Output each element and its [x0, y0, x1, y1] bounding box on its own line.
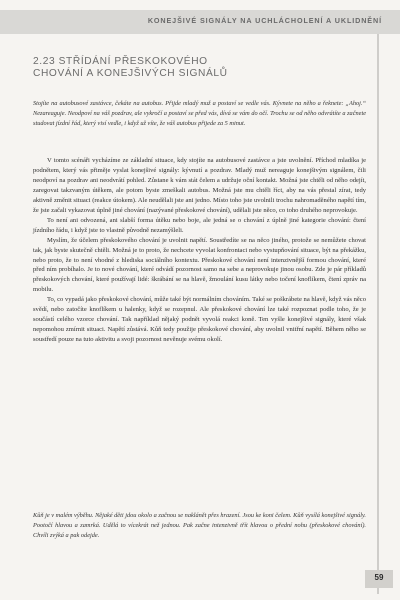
body-paragraph: To, co vypadá jako přeskokové chování, může také být normálním chováním. Také se poškrábete na hlavě, když vás něco svědí, nebo zatočíte knoflíkem u halenky, když se rozepnul. Ale přeskokové chování lze také rozpoznat podle toho, že je součástí celého vzorce chování. Tak například nějaký podnět vyvolá reakci koně. Ten vyšle konejšivé signály, které však nepomohou zmírnit situaci. Napětí zůstává. Kůň tedy použije přeskokové chování, aby uvolnil vnitřní napětí. Během něho se soustředí pouze na tuto aktivitu a svoji pozornost nevěnuje svému okolí.	[33, 296, 366, 344]
body-paragraph: To není ani odvozená, ani slabší forma útěku nebo boje, ale jedná se o chování z úplně jiné kategorie chování: čtení jízdního řádu, i když jste to vlastně původně nezamýšleli.	[33, 216, 366, 234]
body-text	[33, 156, 366, 345]
section-title-line-2: CHOVÁNÍ A KONEJŠIVÝCH SIGNÁLŮ	[33, 68, 228, 79]
page-number: 59	[374, 573, 384, 582]
closing-scenario: Kůň je v malém výběhu. Nějaké děti jdou okolo a začnou se naklánět přes hrazení. Jsou ke koni čelem. Kůň vysílá konejšivé signály. Pootočí hlavou a zamrká. Udělá to vícekrát než jednou. Pak začne intenzivně třít hlavou o přední nohu (přeskokové chování). Chvíli zvýká a pak odejde.	[33, 512, 366, 540]
margin-rule	[377, 34, 379, 594]
body-paragraph: Myslím, že účelem přeskokového chování je uvolnit napětí. Soustředíte se na něco jiného, protože se nemůžete chovat tak, jak byste skutečně chtěli. Možná je to proto, že nechcete vyvolat konfrontaci nebo vystupňování situace, být na překážku, nebo proto, že to není vhodné z hlediska sociálního kontextu. Přeskokové chování není intenzivnější formou chování, které před ním probíhalo. Je to nové chování, které odvádí pozornost samo na sebe a neprovokuje jinou osobu. Zde je pár příkladů přeskokových chování, které používají lidé: škrábání se na hlavě, žmoulání kusu látky nebo točení knoflíkem, čtení zpráv na mobilu.	[33, 236, 366, 294]
intro-scenario: Stojíte na autobusové zastávce, čekáte na autobus. Přijde mladý muž a postaví se vedle vás. Kývnete na něho a řeknete: „Ahoj.“ Nezareaguje. Neodpoví na váš pozdrav, ale vykročí a postaví se před vás, dívá se vám do očí. Trochu se od něho odvrátíte a začnete studovat jízdní řád, který visí vedle, i když už víte, že váš autobus přijede za 5 minut.	[33, 100, 366, 128]
body-paragraph: V tomto scénáři vycházíme ze základní situace, kdy stojíte na autobusové zastávce a jste uvolnění. Příchod mladíka je podnětem, který vás přiměje vyslat konejšivé signály: kývnutí a pozdrav. Mladý muž nereaguje konejšivým signálem, čili neodpoví na pozdrav ani neodvrátí pohled. Zůstane k vám stát čelem a udržuje oční kontakt. Možná jste chtěli od něho odejít, zaregovat takzvaným útěkem, ale potom byste zmeškali autobus. Možná jste mu chtěli říct, aby na vás přestal zírat, tedy aktivně změnit situaci (reakce útokem). Ale neudělali jste ani jedno. Místo toho jste uvolnili trochu nahromaděného napětí tím, že jste začali vykazovat úplně jiné chování (nazývané přeskokové chování), udělali jste něco, co toho druhého neprovokuje.	[33, 157, 366, 214]
running-header: KONEJŠIVÉ SIGNÁLY NA UCHLÁCHOLENÍ A UKLIDNĚNÍ	[147, 16, 382, 25]
section-title-line-1: 2.23 STŘÍDÁNÍ PŘESKOKOVÉHO	[33, 56, 208, 67]
section-title	[33, 56, 363, 80]
